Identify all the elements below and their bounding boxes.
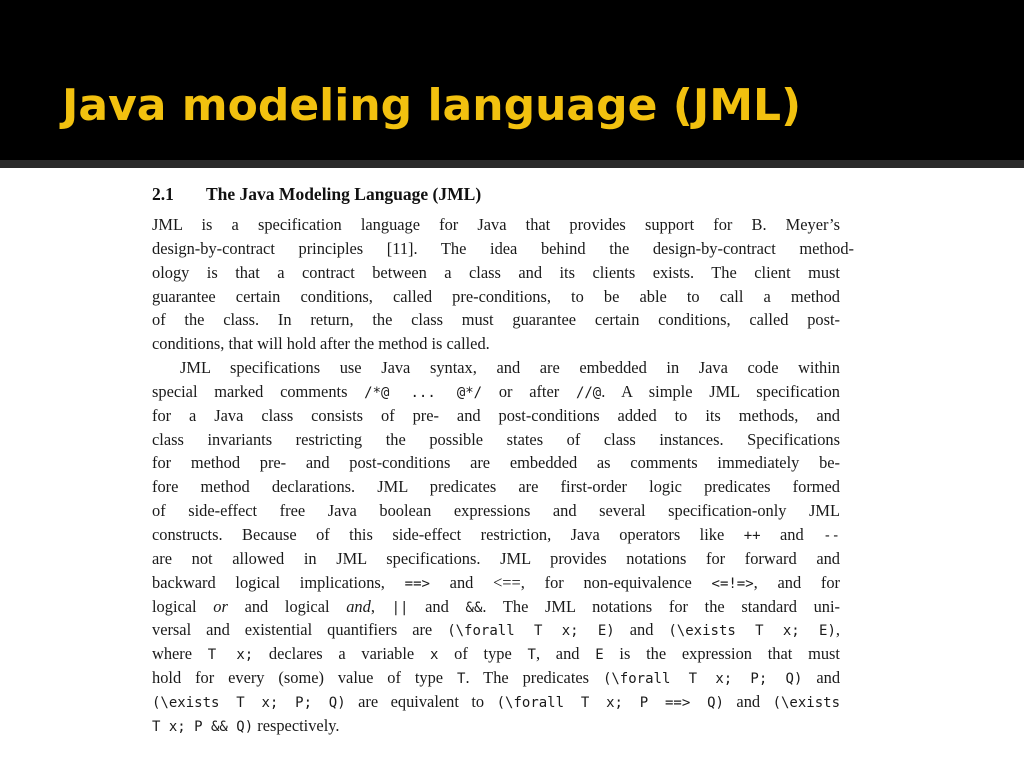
section-number: 2.1: [152, 184, 174, 204]
paragraph-line: JML specifications use Java syntax, and are embedded in Java code within: [180, 358, 840, 378]
inline-code: T: [527, 647, 536, 664]
inline-code: (\forall T x; P ==> Q): [496, 694, 724, 711]
paragraph-line: class invariants restricting the possible states of class instances. Specifications: [152, 429, 840, 449]
inline-code: (\exists T x; P; Q): [152, 694, 346, 711]
inline-code: ++: [743, 527, 761, 544]
inline-code: ==>: [404, 575, 430, 592]
inline-code: <=!=>: [711, 575, 754, 592]
title-divider: [0, 160, 1024, 168]
paragraph-line: T x; P && Q) respectively.: [152, 715, 340, 735]
inline-code: (\forall T x; E): [447, 623, 615, 640]
inline-code: T x;: [207, 647, 254, 664]
inline-code: //@: [575, 384, 602, 401]
paragraph-line: versal and existential quantifiers are (\forall T x; E) and (\exists T x; E),: [152, 620, 841, 640]
paragraph-line: for a Java class consists of pre- and post-conditions added to its methods, and: [152, 405, 840, 425]
inline-code: (\exists: [772, 694, 840, 711]
inline-code: T x; P && Q): [152, 718, 254, 735]
inline-code: E: [595, 647, 604, 664]
slide-title-band: [0, 0, 1024, 160]
inline-code: &&: [465, 599, 483, 616]
paragraph-line: hold for every (some) value of type T. The predicates (\forall T x; P; Q) and: [152, 668, 841, 688]
section-title: The Java Modeling Language (JML): [206, 184, 482, 204]
paragraph-line: ology is that a contract between a class and its clients exists. The client must: [152, 262, 840, 282]
paragraph-line: design-by-contract principles [11]. The idea behind the design-by-contract method-: [152, 238, 854, 258]
inline-code: (\exists T x; E): [668, 623, 836, 640]
paragraph-line: backward logical implications, ==> and <==, for non-equivalence <=!=>, and for: [152, 572, 841, 592]
paragraph-line: conditions, that will hold after the method is called.: [152, 334, 490, 354]
paragraph-line: (\exists T x; P; Q) are equivalent to (\forall T x; P ==> Q) and (\exists: [152, 691, 840, 711]
section-heading: [152, 182, 481, 206]
paragraph-line: where T x; declares a variable x of type T, and E is the expression that must: [152, 644, 840, 664]
paragraph-line: for method pre- and post-conditions are embedded as comments immediately be-: [152, 453, 840, 473]
paragraph-line: JML is a specification language for Java that provides support for B. Meyer’s: [152, 215, 840, 234]
inline-code: --: [823, 527, 840, 544]
inline-code: ||: [391, 599, 409, 616]
paragraph-line: of the class. In return, the class must guarantee certain conditions, called post-: [152, 310, 840, 330]
paragraph-line: fore method declarations. JML predicates are first-order logic predicates formed: [152, 477, 840, 497]
paper-body: [152, 213, 854, 738]
slide-title: Java modeling language (JML): [62, 80, 802, 131]
inline-code: /*@ ... @*/: [364, 384, 483, 401]
paragraph-line: are not allowed in JML specifications. JML provides notations for forward and: [152, 548, 840, 568]
paragraph-line: special marked comments /*@ ... @*/ or after //@. A simple JML specification: [152, 381, 841, 401]
paragraph-line: constructs. Because of this side-effect restriction, Java operators like ++ and --: [152, 524, 840, 544]
paper-excerpt: [0, 168, 1024, 768]
inline-code: (\forall T x; P; Q): [602, 671, 803, 688]
inline-code: x: [429, 647, 439, 664]
paragraph-line: logical or and logical and, || and &&. The JML notations for the standard uni-: [152, 596, 840, 616]
inline-code: T: [457, 671, 466, 688]
paragraph-line: guarantee certain conditions, called pre-conditions, to be able to call a method: [152, 286, 840, 306]
paragraph-line: of side-effect free Java boolean expressions and several specification-only JML: [152, 501, 840, 521]
